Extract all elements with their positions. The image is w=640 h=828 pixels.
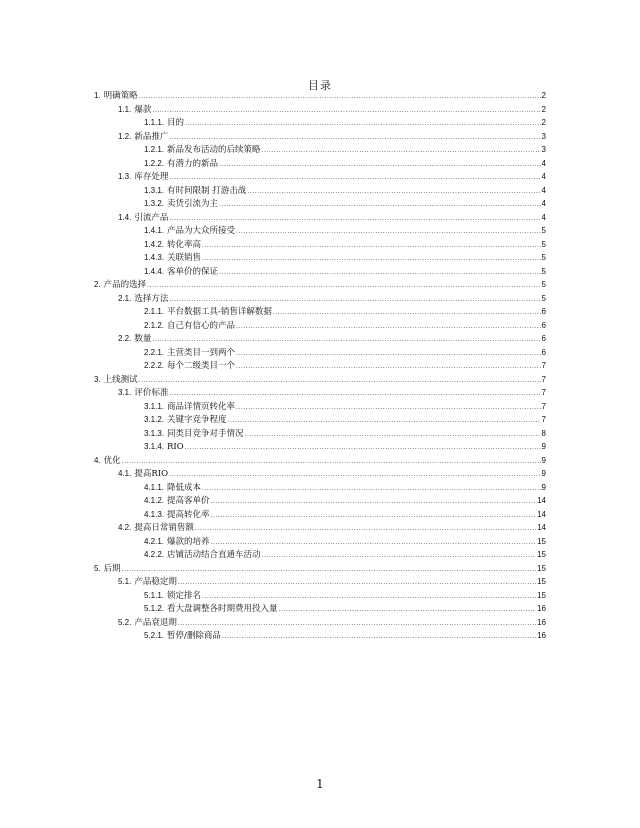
toc-entry[interactable] — [94, 481, 546, 495]
toc-entry[interactable] — [94, 332, 546, 346]
toc-entry[interactable] — [94, 548, 546, 562]
toc-entry-title: 优化 — [103, 455, 121, 466]
toc-entry-number: 2. — [94, 280, 101, 289]
toc-entry[interactable] — [94, 89, 546, 103]
toc-entry-title: 每个二级类目一个 — [167, 361, 236, 371]
toc-entry-page: 9 — [541, 482, 546, 492]
toc-entry-number: 1.1. — [118, 104, 132, 114]
toc-entry-number: 4.2. — [118, 523, 132, 532]
toc-entry-title: 上线测试 — [103, 374, 138, 385]
toc-entry-title: 明确策略 — [103, 91, 138, 101]
toc-entry-title: 关键字竞争程度 — [167, 415, 227, 425]
toc-entry[interactable] — [94, 278, 546, 292]
toc-entry-page: 15 — [537, 550, 546, 559]
toc-entry-number: 3.1.3. — [144, 428, 165, 438]
toc-entry-title: 产品的选择 — [103, 280, 147, 290]
toc-dot-leader — [222, 630, 536, 643]
toc-entry[interactable] — [94, 359, 546, 373]
toc-entry-page: 9 — [541, 455, 546, 465]
toc-entry[interactable] — [94, 602, 546, 616]
toc-dot-leader — [202, 239, 541, 252]
toc-entry-number: 1.4.1. — [144, 226, 165, 235]
toc-entry[interactable] — [94, 575, 546, 589]
toc-dot-leader — [236, 225, 541, 238]
toc-entry-title: 降低成本 — [167, 482, 202, 493]
toc-entry-title: 转化率高 — [167, 239, 202, 250]
toc-entry-title: 暂停/删除商品 — [167, 631, 221, 641]
toc-entry-number: 1.2.1. — [144, 145, 165, 154]
toc-entry-page: 2 — [541, 91, 546, 100]
toc-entry-page: 4 — [541, 172, 546, 181]
toc-dot-leader — [262, 144, 541, 157]
toc-entry-page: 16 — [537, 604, 546, 613]
toc-dot-leader — [152, 104, 540, 117]
toc-entry-number: 4.1. — [118, 469, 132, 478]
toc-entry-number: 4.2.2. — [144, 550, 165, 559]
toc-dot-leader — [245, 428, 541, 441]
toc-entry-number: 1.1.1. — [144, 118, 165, 127]
toc-dot-leader — [202, 482, 541, 495]
toc-entry-number: 3.1. — [118, 388, 132, 397]
toc-entry-page: 6 — [541, 334, 546, 343]
toc-entry-title: 商品详情页转化率 — [167, 401, 236, 412]
toc-dot-leader — [273, 306, 541, 319]
toc-entry-number: 5.2. — [118, 617, 132, 627]
toc-entry-number: 3.1.2. — [144, 415, 165, 424]
toc-entry-title: 有潜力的新品 — [167, 158, 219, 169]
toc-entry[interactable] — [94, 535, 546, 549]
toc-entry[interactable] — [94, 508, 546, 522]
toc-dot-leader — [228, 414, 541, 427]
toc-entry-page: 15 — [537, 536, 546, 546]
toc-entry-title: 新品发布活动的后续策略 — [167, 145, 261, 155]
page-title: 目录 — [308, 79, 332, 92]
toc-entry-title: 自己有信心的产品 — [167, 320, 236, 331]
toc-entry-title: 产品稳定期 — [134, 577, 177, 587]
toc-dot-leader — [139, 90, 541, 103]
toc-entry-title: 爆款的培养 — [167, 536, 210, 547]
toc-entry-page: 5 — [541, 239, 546, 249]
toc-entry-title: 选择方法 — [134, 293, 169, 304]
toc-dot-leader — [185, 441, 541, 454]
toc-entry-title: 看大盘调整各时期费用投入量 — [167, 604, 278, 614]
table-of-contents — [94, 89, 546, 643]
toc-dot-leader — [169, 212, 540, 225]
toc-entry-page: 14 — [537, 523, 546, 532]
toc-entry-page: 15 — [537, 590, 546, 600]
toc-entry-number: 1.3.2. — [144, 199, 165, 208]
toc-entry[interactable] — [94, 521, 546, 535]
toc-entry-number: 1. — [94, 91, 101, 100]
toc-entry[interactable] — [94, 467, 546, 481]
toc-entry[interactable] — [94, 386, 546, 400]
toc-dot-leader — [236, 320, 541, 333]
toc-entry-page: 7 — [541, 361, 546, 370]
toc-entry-page: 7 — [541, 388, 546, 397]
toc-entry[interactable] — [94, 224, 546, 238]
toc-entry-number: 3.1.1. — [144, 401, 165, 411]
toc-entry-number: 1.2. — [118, 131, 132, 141]
toc-entry-number: 2.1. — [118, 293, 132, 303]
toc-entry[interactable] — [94, 562, 546, 576]
toc-dot-leader — [219, 198, 541, 211]
toc-entry-number: 5.2.1. — [144, 631, 165, 640]
toc-entry[interactable] — [94, 130, 546, 144]
toc-entry[interactable] — [94, 251, 546, 265]
toc-dot-leader — [122, 455, 541, 468]
toc-entry-title: 提高转化率 — [167, 509, 210, 520]
toc-entry-title: 产品衰退期 — [134, 617, 177, 628]
toc-entry[interactable] — [94, 265, 546, 279]
toc-dot-leader — [202, 590, 536, 603]
toc-entry-title: 同类目竞争对手情况 — [167, 428, 244, 439]
toc-entry-page: 15 — [537, 577, 546, 586]
toc-entry-number: 5.1. — [118, 577, 132, 586]
toc-entry-number: 5. — [94, 563, 101, 573]
toc-entry[interactable] — [94, 440, 546, 454]
toc-dot-leader — [152, 333, 540, 346]
toc-entry[interactable] — [94, 238, 546, 252]
toc-entry-page: 6 — [541, 347, 546, 357]
toc-entry[interactable] — [94, 211, 546, 225]
toc-entry-page: 5 — [541, 293, 546, 303]
toc-dot-leader — [169, 468, 540, 481]
toc-dot-leader — [279, 603, 537, 616]
toc-entry-number: 2.2.1. — [144, 347, 165, 357]
toc-entry-page: 7 — [541, 401, 546, 411]
toc-dot-leader — [178, 617, 536, 630]
toc-entry-title: 产品为大众所接受 — [167, 226, 236, 236]
toc-dot-leader — [139, 374, 541, 387]
toc-entry-page: 2 — [541, 104, 546, 114]
toc-entry-title: 关联销售 — [167, 253, 202, 263]
toc-entry[interactable] — [94, 197, 546, 211]
toc-entry-page: 6 — [541, 307, 546, 316]
toc-entry-page: 5 — [541, 226, 546, 235]
toc-entry-number: 1.4.2. — [144, 239, 165, 249]
toc-entry-page: 9 — [541, 469, 546, 478]
toc-entry-page: 6 — [541, 320, 546, 330]
toc-dot-leader — [122, 563, 536, 576]
toc-entry-number: 2.1.1. — [144, 307, 165, 316]
toc-entry[interactable] — [94, 454, 546, 468]
toc-entry[interactable] — [94, 305, 546, 319]
toc-entry-number: 4. — [94, 455, 101, 465]
toc-entry-page: 14 — [537, 496, 546, 505]
toc-dot-leader — [211, 536, 537, 549]
toc-entry-number: 4.2.1. — [144, 536, 165, 546]
toc-dot-leader — [219, 266, 541, 279]
toc-entry-number: 1.3.1. — [144, 185, 165, 195]
toc-entry-number: 5.1.1. — [144, 590, 165, 600]
toc-entry-number: 1.3. — [118, 172, 132, 181]
toc-dot-leader — [195, 522, 536, 535]
toc-entry-title: 锁定排名 — [167, 590, 202, 601]
toc-entry-number: 5.1.2. — [144, 604, 165, 613]
toc-entry-page: 15 — [537, 563, 546, 573]
toc-entry-title: 主营类目一到两个 — [167, 347, 236, 358]
toc-entry-title: 库存处理 — [134, 172, 169, 182]
toc-entry[interactable] — [94, 346, 546, 360]
toc-dot-leader — [211, 509, 537, 522]
toc-entry-title: 爆款 — [134, 104, 152, 115]
toc-entry-page: 5 — [541, 266, 546, 276]
toc-entry-title: 卖货引流为主 — [167, 199, 219, 209]
toc-dot-leader — [236, 360, 541, 373]
toc-dot-leader — [147, 279, 540, 292]
toc-entry[interactable] — [94, 494, 546, 508]
toc-entry[interactable] — [94, 170, 546, 184]
toc-entry-title: 提高RIO — [134, 469, 169, 479]
toc-entry-number: 4.1.2. — [144, 496, 165, 505]
toc-entry-page: 3 — [541, 145, 546, 154]
toc-entry[interactable] — [94, 103, 546, 117]
toc-entry-page: 2 — [541, 118, 546, 127]
toc-entry-page: 9 — [541, 442, 546, 451]
toc-entry[interactable] — [94, 292, 546, 306]
toc-entry-title: 引流产品 — [134, 212, 169, 223]
toc-entry-number: 4.1.3. — [144, 509, 165, 519]
toc-entry-number: 2.2.2. — [144, 361, 165, 370]
toc-entry-title: 评价标准 — [134, 388, 169, 398]
toc-entry-page: 16 — [537, 631, 546, 640]
toc-entry[interactable] — [94, 143, 546, 157]
toc-entry[interactable] — [94, 629, 546, 643]
toc-entry[interactable] — [94, 427, 546, 441]
toc-dot-leader — [219, 158, 541, 171]
toc-entry[interactable] — [94, 413, 546, 427]
toc-entry[interactable] — [94, 616, 546, 630]
toc-entry-title: RIO — [167, 442, 184, 452]
toc-entry-page: 4 — [541, 158, 546, 168]
toc-entry-number: 1.4. — [118, 212, 132, 222]
toc-dot-leader — [169, 293, 540, 306]
toc-entry-title: 数量 — [134, 334, 152, 344]
toc-dot-leader — [185, 117, 541, 130]
toc-entry[interactable] — [94, 157, 546, 171]
toc-entry-number: 2.1.2. — [144, 320, 165, 330]
toc-entry-page: 16 — [537, 617, 546, 627]
toc-entry-number: 3.1.4. — [144, 442, 165, 451]
toc-entry-title: 后期 — [103, 563, 121, 574]
toc-dot-leader — [178, 576, 536, 589]
toc-entry-page: 7 — [541, 415, 546, 424]
toc-entry-title: 店铺活动结合直通车活动 — [167, 550, 261, 560]
toc-dot-leader — [169, 387, 540, 400]
toc-entry-number: 1.4.4. — [144, 266, 165, 276]
toc-entry-title: 平台数据工具-销售详解数据 — [167, 307, 272, 317]
toc-entry-title: 目的 — [167, 118, 185, 128]
toc-entry[interactable] — [94, 116, 546, 130]
toc-entry[interactable] — [94, 184, 546, 198]
page-number: 1 — [316, 777, 324, 791]
toc-dot-leader — [169, 171, 540, 184]
toc-entry-page: 14 — [537, 509, 546, 519]
toc-entry-page: 5 — [541, 280, 546, 289]
toc-entry[interactable] — [94, 400, 546, 414]
toc-dot-leader — [236, 347, 541, 360]
toc-dot-leader — [247, 185, 540, 198]
toc-dot-leader — [211, 495, 537, 508]
toc-entry-number: 4.1.1. — [144, 482, 165, 492]
toc-entry-number: 1.4.3. — [144, 253, 165, 262]
toc-entry-number: 1.2.2. — [144, 158, 165, 168]
toc-entry-page: 7 — [541, 374, 546, 384]
toc-dot-leader — [236, 401, 541, 414]
toc-entry-title: 客单价的保证 — [167, 266, 219, 277]
toc-entry-number: 3. — [94, 374, 101, 384]
toc-entry[interactable] — [94, 589, 546, 603]
toc-entry-page: 5 — [541, 253, 546, 262]
toc-entry-page: 4 — [541, 212, 546, 222]
toc-dot-leader — [262, 549, 537, 562]
toc-entry-title: 有时间限制 打游击战 — [167, 185, 247, 196]
toc-dot-leader — [202, 252, 541, 265]
toc-entry-title: 提高日常销售额 — [134, 523, 194, 533]
toc-entry[interactable] — [94, 319, 546, 333]
toc-entry-page: 4 — [541, 199, 546, 208]
toc-dot-leader — [169, 131, 540, 144]
toc-entry-number: 2.2. — [118, 334, 132, 343]
toc-entry[interactable] — [94, 373, 546, 387]
toc-entry-title: 新品推广 — [134, 131, 169, 142]
toc-entry-page: 3 — [541, 131, 546, 141]
toc-entry-page: 8 — [541, 428, 546, 438]
toc-entry-page: 4 — [541, 185, 546, 195]
toc-entry-title: 提高客单价 — [167, 496, 210, 506]
